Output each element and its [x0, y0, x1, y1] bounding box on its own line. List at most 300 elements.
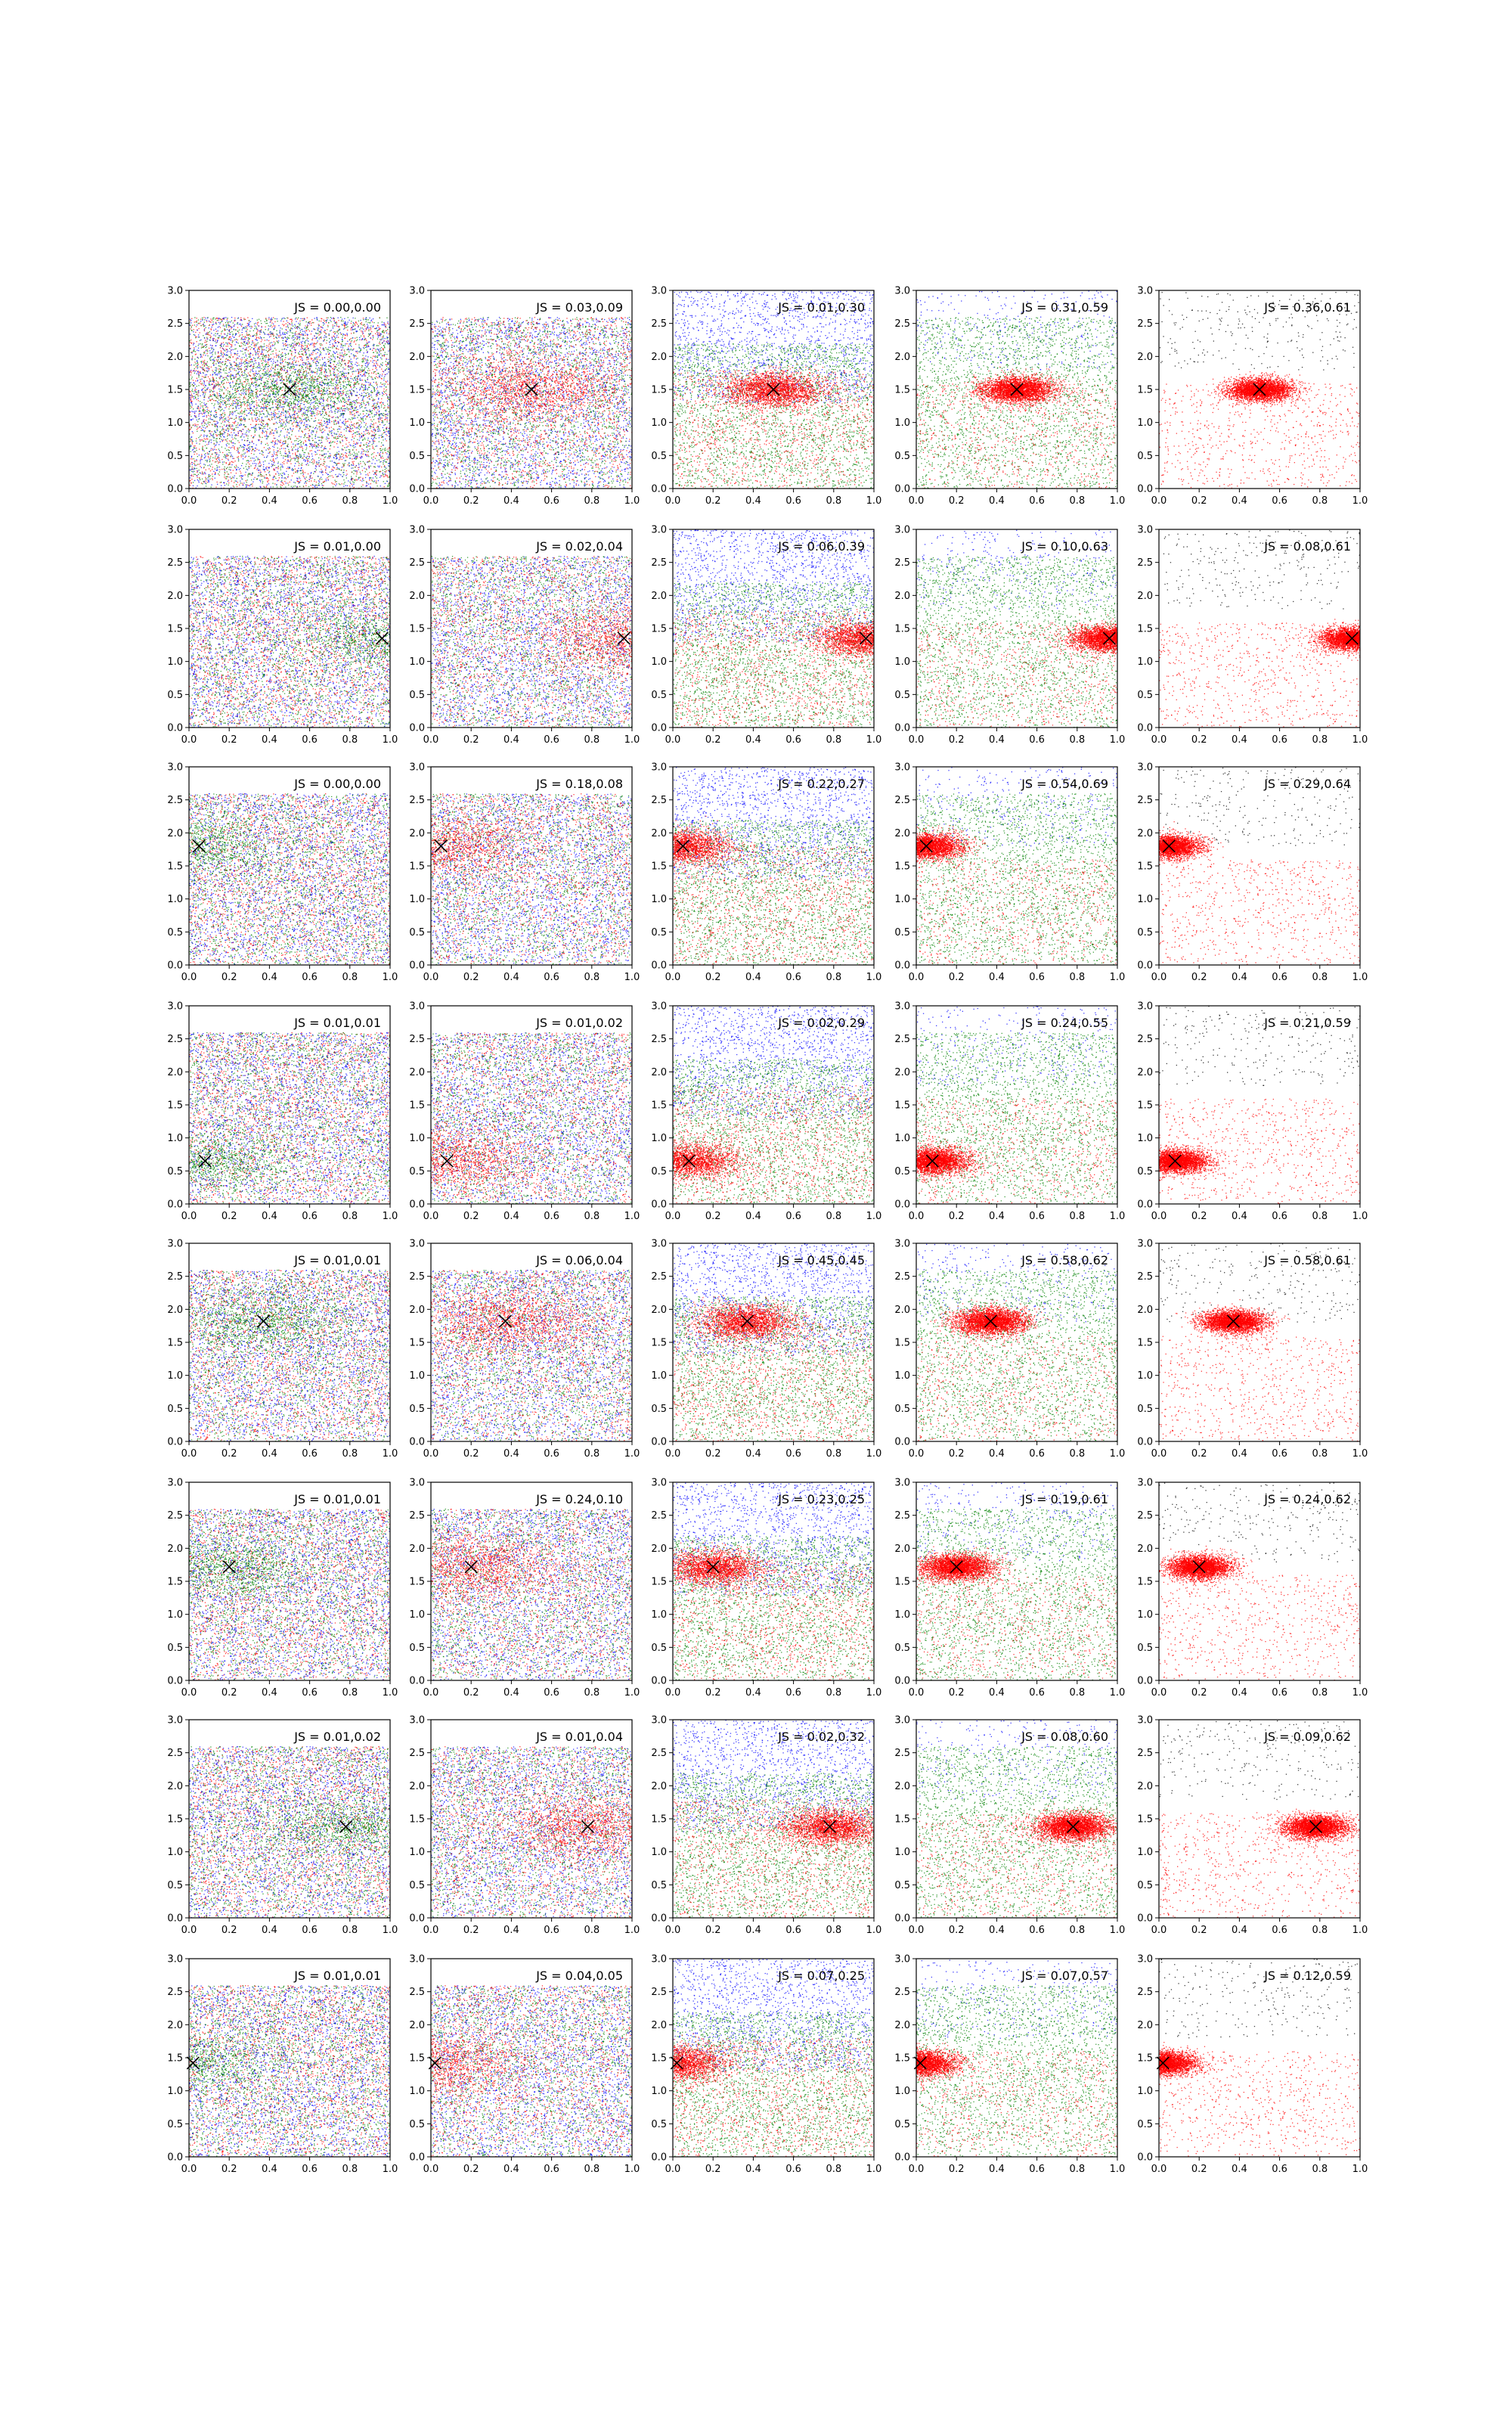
y-tick-label: 1.5 — [167, 1100, 183, 1112]
scatter-points — [673, 1959, 875, 2158]
y-tick-label: 0.5 — [167, 690, 183, 701]
y-tick-label: 3.0 — [1137, 525, 1153, 536]
y-tick-label: 1.0 — [167, 894, 183, 905]
y-tick-label: 0.5 — [167, 1643, 183, 1654]
y-tick-label: 2.5 — [651, 1748, 667, 1759]
x-tick-label: 1.0 — [624, 495, 640, 507]
x-tick-label: 1.0 — [383, 1925, 398, 1936]
y-tick-label: 3.0 — [167, 762, 183, 774]
x-tick-label: 1.0 — [624, 1448, 640, 1460]
x-tick-label: 0.6 — [1029, 972, 1045, 983]
axes-frame — [1159, 767, 1360, 965]
y-tick-label: 0.0 — [409, 1437, 425, 1448]
y-tick-label: 2.0 — [1137, 1305, 1153, 1316]
x-tick-label: 0.8 — [342, 495, 358, 507]
y-tick-label: 0.5 — [167, 1404, 183, 1415]
y-tick-label: 0.5 — [409, 451, 425, 462]
x-tick-label: 0.0 — [1151, 1211, 1167, 1222]
y-tick-label: 1.5 — [1137, 1338, 1153, 1349]
panel-r5-c3 — [651, 1239, 881, 1460]
y-tick-label: 1.0 — [894, 417, 910, 429]
y-tick-label: 1.0 — [409, 417, 425, 429]
y-tick-label: 1.0 — [651, 1133, 667, 1144]
axes-frame — [1159, 529, 1360, 728]
y-tick-label: 3.0 — [409, 525, 425, 536]
y-tick-label: 0.5 — [1137, 927, 1153, 939]
y-tick-label: 3.0 — [1137, 1715, 1153, 1727]
y-tick-label: 2.5 — [651, 318, 667, 330]
x-tick-label: 1.0 — [1352, 972, 1368, 983]
y-tick-label: 0.0 — [651, 1437, 667, 1448]
js-label: JS = 0.01,0.01 — [293, 1253, 381, 1267]
panel-r5-c4 — [894, 1239, 1125, 1460]
x-tick-label: 1.0 — [624, 1925, 640, 1936]
js-label: JS = 0.45,0.45 — [777, 1253, 865, 1267]
js-label: JS = 0.31,0.59 — [1021, 300, 1108, 315]
x-tick-label: 0.8 — [826, 972, 841, 983]
y-tick-label: 3.0 — [651, 1954, 667, 1965]
axes-frame — [916, 1243, 1117, 1441]
y-tick-label: 2.5 — [894, 1748, 910, 1759]
panel-r6-c4 — [894, 1478, 1125, 1699]
panel-r8-c4 — [894, 1954, 1125, 2176]
scatter-points — [1159, 1006, 1361, 1205]
y-tick-label: 1.0 — [651, 1370, 667, 1382]
js-label: JS = 0.00,0.00 — [293, 777, 381, 791]
y-tick-label: 2.0 — [894, 1305, 910, 1316]
y-tick-label: 0.5 — [651, 1166, 667, 1177]
x-tick-label: 0.0 — [181, 734, 197, 746]
x-tick-label: 0.8 — [826, 495, 841, 507]
axes-frame — [1159, 1959, 1360, 2157]
x-tick-label: 1.0 — [1110, 1925, 1126, 1936]
x-tick-label: 0.2 — [705, 734, 721, 746]
y-tick-label: 2.5 — [651, 1510, 667, 1522]
y-tick-label: 2.0 — [651, 828, 667, 839]
y-tick-label: 1.0 — [1137, 656, 1153, 668]
y-tick-label: 1.5 — [651, 861, 667, 873]
js-label: JS = 0.01,0.02 — [535, 1016, 623, 1030]
x-tick-label: 1.0 — [866, 1687, 882, 1699]
y-tick-label: 2.0 — [409, 591, 425, 602]
y-tick-label: 0.5 — [651, 1643, 667, 1654]
y-tick-label: 1.0 — [894, 656, 910, 668]
y-tick-label: 2.5 — [651, 1271, 667, 1283]
x-tick-label: 0.6 — [1272, 495, 1287, 507]
x-tick-label: 0.2 — [463, 1448, 479, 1460]
y-tick-label: 3.0 — [1137, 1239, 1153, 1250]
x-tick-label: 0.0 — [665, 1687, 681, 1699]
y-tick-label: 0.5 — [894, 1880, 910, 1891]
y-tick-label: 1.5 — [651, 1338, 667, 1349]
y-tick-label: 1.5 — [409, 2053, 425, 2065]
x-tick-label: 0.8 — [584, 1211, 600, 1222]
x-tick-label: 0.0 — [423, 1925, 439, 1936]
x-tick-label: 0.6 — [544, 1448, 559, 1460]
y-tick-label: 1.0 — [409, 1370, 425, 1382]
x-tick-label: 1.0 — [1352, 1925, 1368, 1936]
x-tick-label: 0.2 — [1191, 2164, 1207, 2175]
y-tick-label: 0.5 — [167, 1166, 183, 1177]
x-tick-label: 0.8 — [1312, 734, 1328, 746]
x-tick-label: 0.2 — [705, 2164, 721, 2175]
x-tick-label: 0.0 — [181, 1448, 197, 1460]
y-tick-label: 2.0 — [894, 828, 910, 839]
y-tick-label: 0.5 — [1137, 690, 1153, 701]
js-label: JS = 0.24,0.55 — [1021, 1016, 1108, 1030]
y-tick-label: 0.5 — [409, 2119, 425, 2130]
y-tick-label: 0.0 — [894, 1913, 910, 1925]
y-tick-label: 0.5 — [1137, 1643, 1153, 1654]
y-tick-label: 0.0 — [167, 1437, 183, 1448]
y-tick-label: 2.5 — [167, 1748, 183, 1759]
y-tick-label: 3.0 — [1137, 286, 1153, 297]
scatter-points — [1159, 529, 1361, 728]
x-tick-label: 0.4 — [989, 1211, 1005, 1222]
y-tick-label: 2.5 — [651, 557, 667, 569]
x-tick-label: 0.0 — [909, 1448, 925, 1460]
y-tick-label: 2.5 — [651, 795, 667, 806]
x-tick-label: 0.4 — [989, 972, 1005, 983]
x-tick-label: 0.4 — [503, 2164, 519, 2175]
y-tick-label: 1.0 — [167, 1847, 183, 1858]
x-tick-label: 0.8 — [1069, 1448, 1085, 1460]
y-tick-label: 2.5 — [1137, 1271, 1153, 1283]
x-tick-label: 0.8 — [1312, 972, 1328, 983]
x-tick-label: 0.6 — [302, 1687, 318, 1699]
y-tick-label: 3.0 — [409, 1001, 425, 1013]
y-tick-label: 1.0 — [651, 2086, 667, 2097]
y-tick-label: 1.0 — [651, 1847, 667, 1858]
y-tick-label: 3.0 — [1137, 762, 1153, 774]
x-tick-label: 0.4 — [989, 1448, 1005, 1460]
js-label: JS = 0.58,0.61 — [1263, 1253, 1351, 1267]
y-tick-label: 0.0 — [409, 1676, 425, 1687]
y-tick-label: 0.5 — [651, 1404, 667, 1415]
js-label: JS = 0.23,0.25 — [777, 1492, 865, 1506]
js-label: JS = 0.18,0.08 — [535, 777, 623, 791]
x-tick-label: 0.8 — [584, 495, 600, 507]
x-tick-label: 0.8 — [1069, 734, 1085, 746]
x-tick-label: 1.0 — [1110, 2164, 1126, 2175]
x-tick-label: 0.4 — [262, 495, 277, 507]
x-tick-label: 0.6 — [1029, 1925, 1045, 1936]
y-tick-label: 3.0 — [167, 1478, 183, 1489]
y-tick-label: 2.0 — [1137, 1544, 1153, 1555]
x-tick-label: 0.2 — [949, 972, 965, 983]
x-tick-label: 0.4 — [1232, 1448, 1247, 1460]
y-tick-label: 0.0 — [167, 1199, 183, 1211]
js-label: JS = 0.01,0.01 — [293, 1969, 381, 1983]
x-tick-label: 1.0 — [1110, 1448, 1126, 1460]
y-tick-label: 2.5 — [894, 1987, 910, 1998]
y-tick-label: 1.5 — [167, 385, 183, 396]
scatter-points — [431, 793, 633, 966]
x-tick-label: 1.0 — [1110, 734, 1126, 746]
y-tick-label: 0.5 — [409, 927, 425, 939]
x-tick-label: 0.4 — [745, 1211, 761, 1222]
js-label: JS = 0.29,0.64 — [1263, 777, 1351, 791]
js-label: JS = 0.21,0.59 — [1263, 1016, 1351, 1030]
y-tick-label: 3.0 — [651, 1715, 667, 1727]
y-tick-label: 0.0 — [1137, 484, 1153, 495]
y-tick-label: 3.0 — [167, 1715, 183, 1727]
y-tick-label: 0.0 — [1137, 723, 1153, 734]
x-tick-label: 0.4 — [745, 495, 761, 507]
x-tick-label: 0.2 — [222, 1687, 237, 1699]
y-tick-label: 2.5 — [167, 1271, 183, 1283]
scatter-points — [1159, 1959, 1361, 2157]
x-tick-label: 0.2 — [949, 2164, 965, 2175]
y-tick-label: 2.5 — [894, 1034, 910, 1045]
y-tick-label: 3.0 — [651, 1001, 667, 1013]
x-tick-label: 0.8 — [342, 1687, 358, 1699]
x-tick-label: 1.0 — [624, 972, 640, 983]
panel-r6-c5 — [1137, 1478, 1368, 1699]
y-tick-label: 1.5 — [167, 861, 183, 873]
y-tick-label: 0.5 — [651, 927, 667, 939]
scatter-points — [1159, 1483, 1361, 1682]
x-tick-label: 1.0 — [383, 1448, 398, 1460]
x-tick-label: 0.2 — [222, 1925, 237, 1936]
x-tick-label: 0.2 — [949, 1687, 965, 1699]
y-tick-label: 0.0 — [409, 960, 425, 972]
y-tick-label: 3.0 — [894, 1001, 910, 1013]
y-tick-label: 0.5 — [409, 690, 425, 701]
js-label: JS = 0.06,0.04 — [535, 1253, 623, 1267]
x-tick-label: 0.0 — [665, 1448, 681, 1460]
y-tick-label: 2.0 — [651, 2020, 667, 2031]
y-tick-label: 0.0 — [167, 723, 183, 734]
scatter-points — [189, 1268, 391, 1442]
y-tick-label: 2.0 — [651, 1544, 667, 1555]
x-tick-label: 0.4 — [1232, 1211, 1247, 1222]
y-tick-label: 0.0 — [894, 1676, 910, 1687]
y-tick-label: 1.0 — [409, 1133, 425, 1144]
y-tick-label: 0.0 — [1137, 960, 1153, 972]
y-tick-label: 1.0 — [894, 1847, 910, 1858]
x-tick-label: 0.4 — [745, 2164, 761, 2175]
y-tick-label: 2.5 — [167, 557, 183, 569]
scatter-points — [916, 767, 1118, 966]
x-tick-label: 0.6 — [302, 2164, 318, 2175]
x-tick-label: 0.8 — [584, 1925, 600, 1936]
js-label: JS = 0.19,0.61 — [1021, 1492, 1108, 1506]
y-tick-label: 2.5 — [1137, 1987, 1153, 1998]
y-tick-label: 1.0 — [167, 417, 183, 429]
panel-r7-c5 — [1137, 1715, 1368, 1937]
x-tick-label: 0.0 — [423, 1687, 439, 1699]
y-tick-label: 0.5 — [651, 2119, 667, 2130]
y-tick-label: 2.0 — [894, 591, 910, 602]
js-label: JS = 0.03,0.09 — [535, 300, 623, 315]
js-label: JS = 0.12,0.59 — [1263, 1969, 1351, 1983]
x-tick-label: 0.2 — [705, 972, 721, 983]
axes-frame — [189, 1482, 390, 1680]
x-tick-label: 1.0 — [866, 1211, 882, 1222]
x-tick-label: 1.0 — [866, 972, 882, 983]
x-tick-label: 0.0 — [181, 495, 197, 507]
x-tick-label: 1.0 — [624, 1211, 640, 1222]
x-tick-label: 0.8 — [826, 2164, 841, 2175]
y-tick-label: 0.0 — [1137, 2152, 1153, 2164]
y-tick-label: 0.5 — [894, 690, 910, 701]
y-tick-label: 1.0 — [409, 656, 425, 668]
y-tick-label: 2.5 — [409, 557, 425, 569]
x-tick-label: 0.6 — [544, 495, 559, 507]
js-label: JS = 0.01,0.04 — [535, 1730, 623, 1744]
scatter-points — [916, 1960, 1118, 2158]
y-tick-label: 2.5 — [409, 1748, 425, 1759]
y-tick-label: 1.5 — [167, 2053, 183, 2065]
y-tick-label: 0.5 — [651, 451, 667, 462]
x-tick-label: 0.2 — [949, 495, 965, 507]
y-tick-label: 1.0 — [167, 2086, 183, 2097]
y-tick-label: 2.5 — [409, 1034, 425, 1045]
y-tick-label: 3.0 — [651, 1478, 667, 1489]
x-tick-label: 0.0 — [423, 495, 439, 507]
y-tick-label: 2.5 — [167, 795, 183, 806]
x-tick-label: 0.0 — [181, 1925, 197, 1936]
panel-r4-c4 — [894, 1001, 1125, 1223]
y-tick-label: 0.0 — [894, 723, 910, 734]
x-tick-label: 0.4 — [1232, 734, 1247, 746]
y-tick-label: 3.0 — [651, 525, 667, 536]
y-tick-label: 1.5 — [651, 2053, 667, 2065]
y-tick-label: 2.0 — [167, 591, 183, 602]
y-tick-label: 1.5 — [1137, 1577, 1153, 1588]
panel-r5-c1 — [167, 1239, 398, 1460]
x-tick-label: 1.0 — [1352, 2164, 1368, 2175]
panel-r6-c3 — [651, 1478, 881, 1699]
x-tick-label: 0.0 — [665, 1925, 681, 1936]
x-tick-label: 0.2 — [949, 1211, 965, 1222]
x-tick-label: 0.6 — [302, 495, 318, 507]
x-tick-label: 0.6 — [785, 734, 801, 746]
y-tick-label: 0.0 — [167, 960, 183, 972]
x-tick-label: 0.0 — [909, 972, 925, 983]
js-label: JS = 0.01,0.01 — [293, 1016, 381, 1030]
y-tick-label: 1.5 — [894, 1814, 910, 1826]
x-tick-label: 0.0 — [665, 2164, 681, 2175]
x-tick-label: 0.8 — [1312, 2164, 1328, 2175]
y-tick-label: 1.0 — [651, 656, 667, 668]
reference-marker — [284, 383, 296, 396]
y-tick-label: 3.0 — [651, 762, 667, 774]
scatter-points — [189, 1985, 391, 2158]
y-tick-label: 3.0 — [894, 1715, 910, 1727]
y-tick-label: 1.5 — [1137, 2053, 1153, 2065]
y-tick-label: 0.0 — [894, 2152, 910, 2164]
y-tick-label: 1.5 — [894, 385, 910, 396]
scatter-points — [431, 1509, 633, 1681]
y-tick-label: 1.5 — [651, 385, 667, 396]
y-tick-label: 2.0 — [1137, 1781, 1153, 1792]
panel-r3-c1 — [167, 762, 398, 984]
x-tick-label: 0.4 — [1232, 972, 1247, 983]
x-tick-label: 0.8 — [584, 1448, 600, 1460]
y-tick-label: 0.0 — [651, 723, 667, 734]
x-tick-label: 0.0 — [423, 972, 439, 983]
x-tick-label: 1.0 — [1352, 1211, 1368, 1222]
x-tick-label: 0.6 — [1029, 2164, 1045, 2175]
y-tick-label: 3.0 — [894, 1954, 910, 1965]
y-tick-label: 3.0 — [894, 286, 910, 297]
panel-r1-c2 — [409, 286, 640, 507]
y-tick-label: 2.0 — [167, 1305, 183, 1316]
x-tick-label: 0.2 — [949, 1925, 965, 1936]
x-tick-label: 0.2 — [1191, 495, 1207, 507]
js-label: JS = 0.08,0.60 — [1021, 1730, 1108, 1744]
y-tick-label: 0.0 — [1137, 1913, 1153, 1925]
js-label: JS = 0.02,0.04 — [535, 539, 623, 554]
axes-frame — [1159, 1243, 1360, 1441]
y-tick-label: 3.0 — [651, 1239, 667, 1250]
x-tick-label: 0.2 — [463, 495, 479, 507]
y-tick-label: 0.0 — [651, 960, 667, 972]
panel-r7-c3 — [651, 1715, 881, 1937]
y-tick-label: 2.0 — [409, 1305, 425, 1316]
scatter-points — [1160, 1243, 1362, 1441]
x-tick-label: 1.0 — [866, 1925, 882, 1936]
y-tick-label: 0.0 — [409, 1199, 425, 1211]
y-tick-label: 0.0 — [409, 1913, 425, 1925]
x-tick-label: 0.0 — [909, 734, 925, 746]
x-tick-label: 0.0 — [665, 495, 681, 507]
y-tick-label: 0.0 — [167, 1676, 183, 1687]
x-tick-label: 0.6 — [544, 2164, 559, 2175]
y-tick-label: 0.0 — [1137, 1199, 1153, 1211]
y-tick-label: 0.5 — [167, 451, 183, 462]
panel-r5-c5 — [1137, 1239, 1368, 1460]
x-tick-label: 0.2 — [1191, 1211, 1207, 1222]
y-tick-label: 3.0 — [409, 1478, 425, 1489]
x-tick-label: 0.4 — [989, 495, 1005, 507]
x-tick-label: 0.4 — [1232, 1925, 1247, 1936]
y-tick-label: 1.5 — [1137, 1814, 1153, 1826]
x-tick-label: 0.8 — [342, 972, 358, 983]
y-tick-label: 3.0 — [409, 762, 425, 774]
x-tick-label: 1.0 — [383, 495, 398, 507]
x-tick-label: 0.8 — [584, 1687, 600, 1699]
y-tick-label: 1.0 — [409, 1847, 425, 1858]
y-tick-label: 2.0 — [1137, 828, 1153, 839]
x-tick-label: 0.6 — [544, 734, 559, 746]
x-tick-label: 1.0 — [1352, 1448, 1368, 1460]
x-tick-label: 1.0 — [866, 495, 882, 507]
y-tick-label: 0.5 — [651, 690, 667, 701]
scatter-points — [673, 1720, 875, 1919]
y-tick-label: 2.0 — [651, 1305, 667, 1316]
js-label: JS = 0.24,0.10 — [535, 1492, 623, 1506]
y-tick-label: 0.0 — [409, 484, 425, 495]
y-tick-label: 0.0 — [651, 1676, 667, 1687]
y-tick-label: 1.0 — [167, 1370, 183, 1382]
y-tick-label: 2.5 — [1137, 1034, 1153, 1045]
y-tick-label: 0.0 — [167, 1913, 183, 1925]
panel-r2-c4 — [894, 525, 1125, 746]
x-tick-label: 0.0 — [665, 1211, 681, 1222]
x-tick-label: 0.4 — [989, 2164, 1005, 2175]
panel-r4-c3 — [651, 1001, 881, 1223]
x-tick-label: 0.6 — [302, 1448, 318, 1460]
reference-marker — [223, 1561, 235, 1573]
x-tick-label: 0.4 — [262, 1925, 277, 1936]
y-tick-label: 3.0 — [651, 286, 667, 297]
x-tick-label: 0.0 — [423, 1448, 439, 1460]
scatter-points — [916, 1243, 1118, 1442]
y-tick-label: 0.5 — [1137, 2119, 1153, 2130]
